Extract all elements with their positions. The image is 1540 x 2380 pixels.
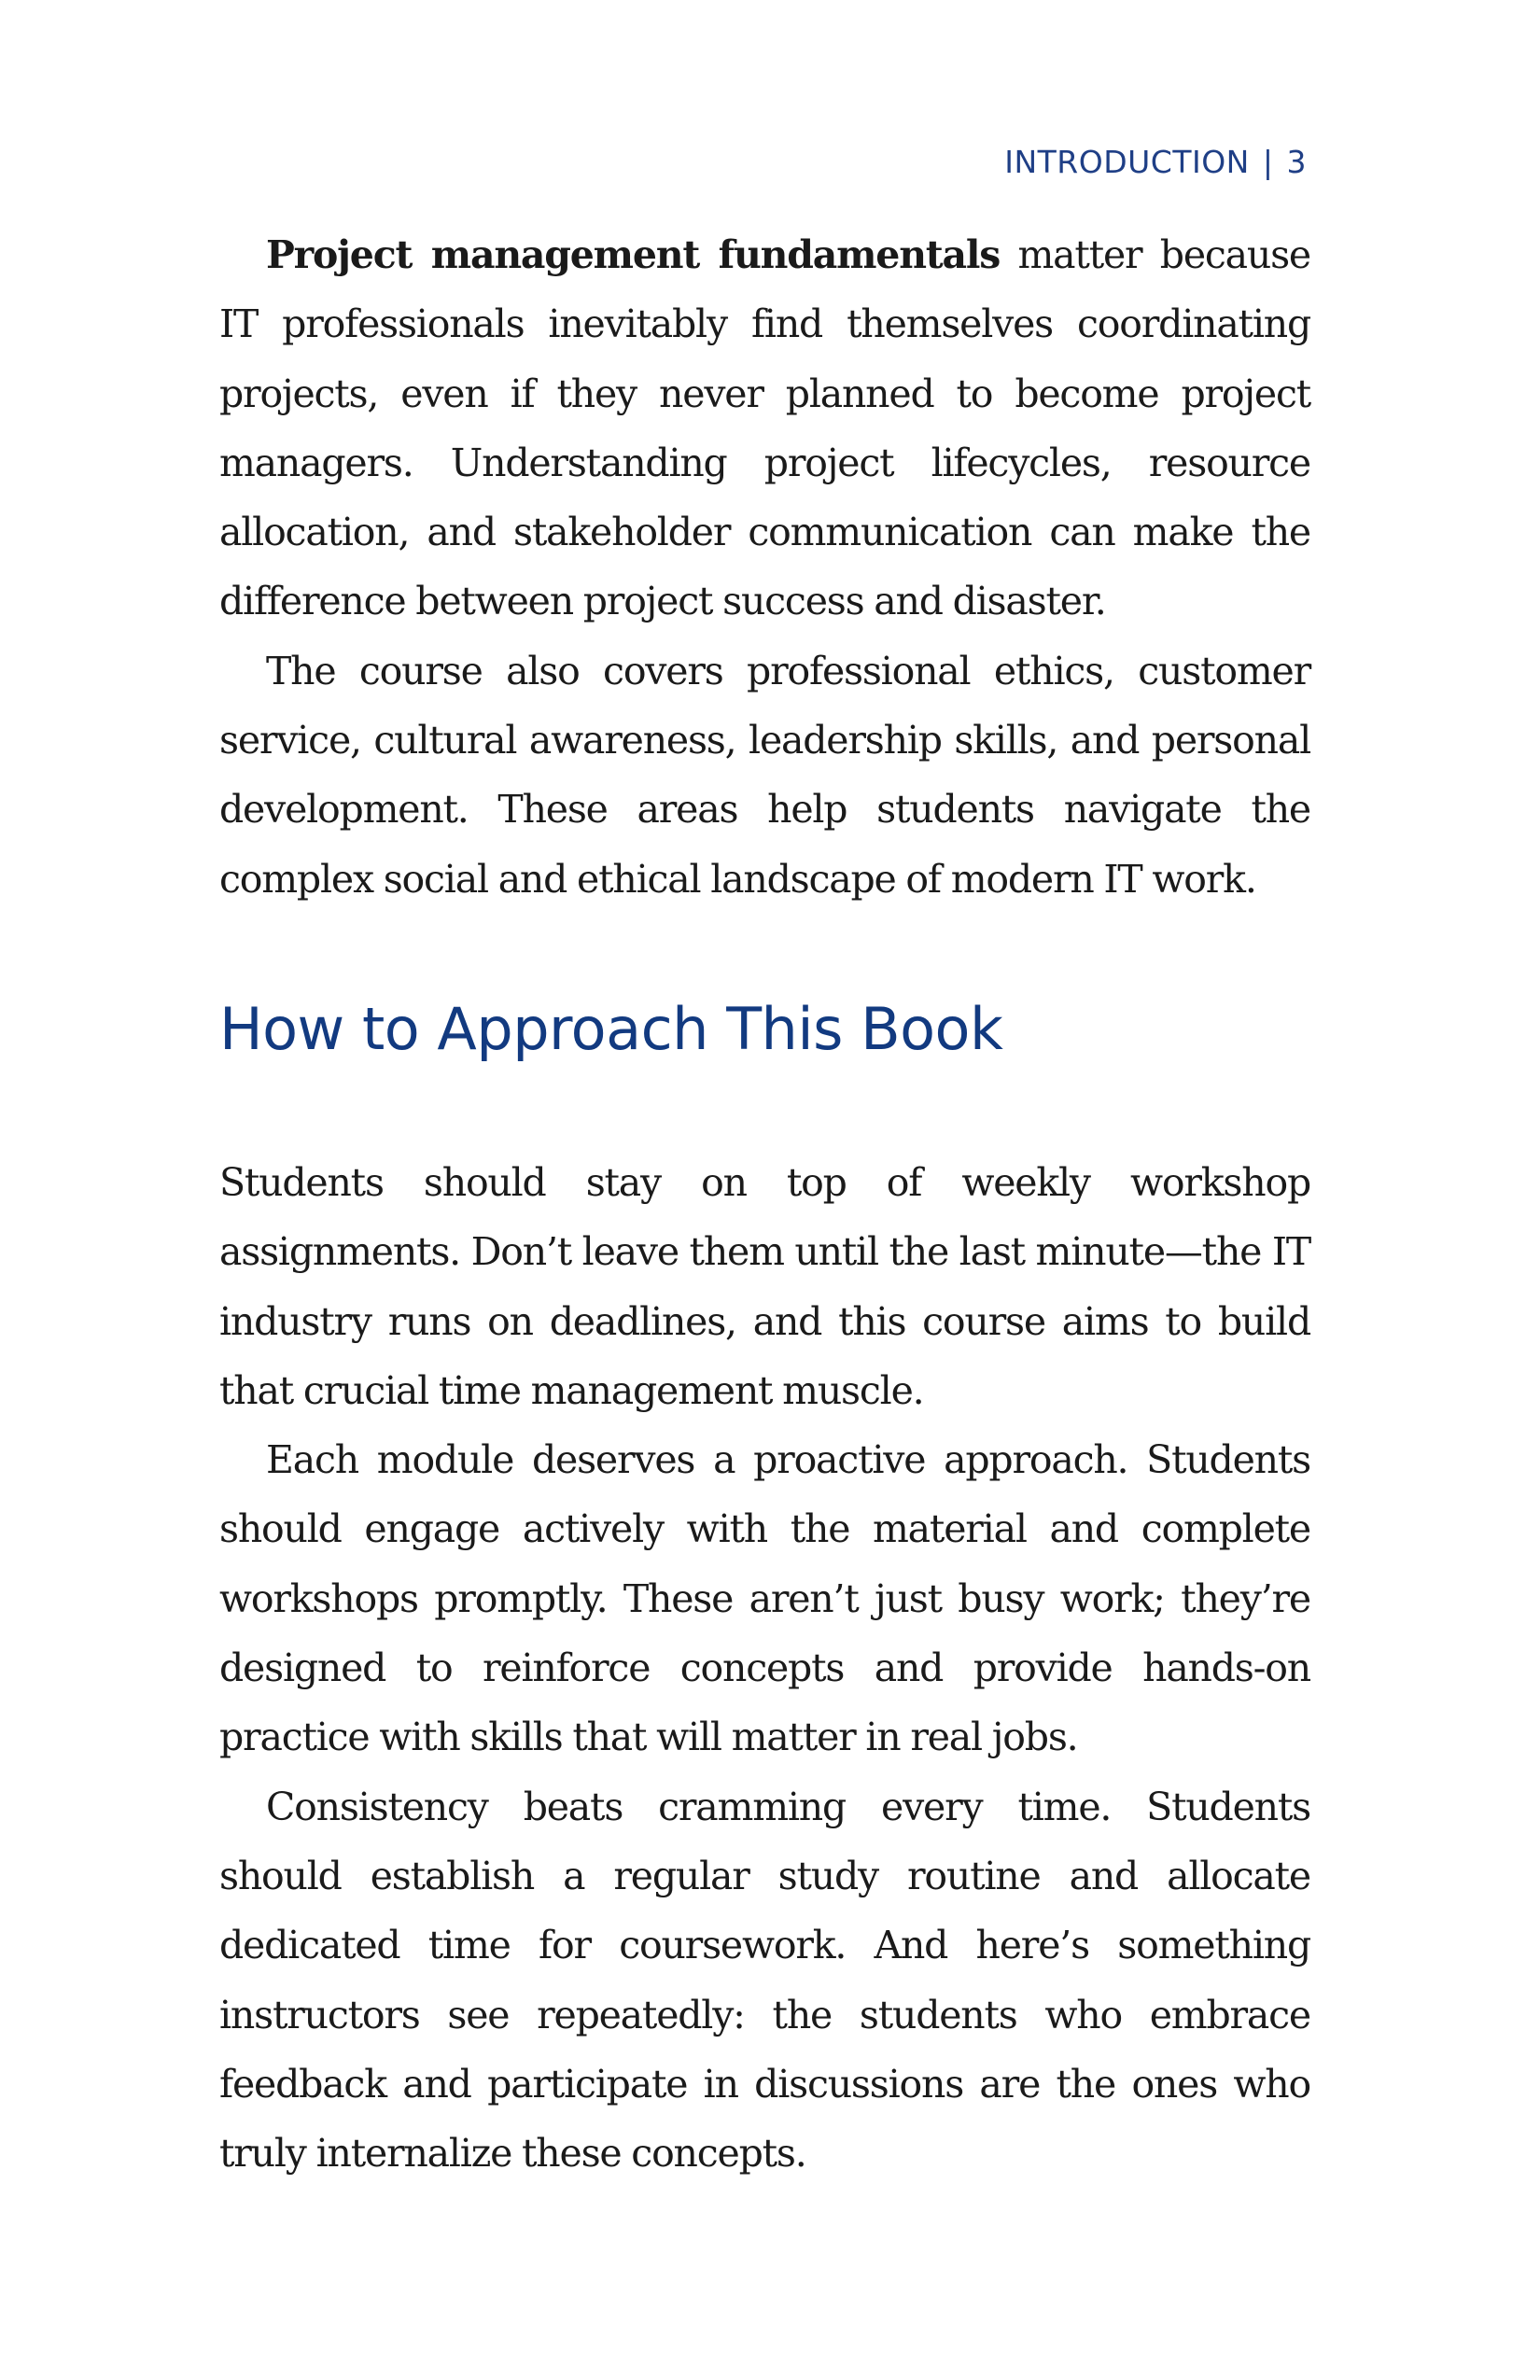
bold-lead-term: Project management fundamentals	[266, 232, 1001, 277]
running-head-section: INTRODUCTION	[1004, 144, 1250, 180]
running-head	[1004, 142, 1307, 183]
paragraph-consistency: Consistency beats cramming every time. Students should establish a regular study routine and allocate dedicated time for coursework. And here’s something instructors see repeatedly: the students who embrace feedback and participate in discussions are the ones who truly internalize these concepts.	[219, 1784, 1310, 2177]
spacer	[219, 1067, 1310, 1148]
paragraph-project-management	[219, 220, 1310, 637]
running-head-separator: |	[1262, 144, 1274, 180]
paragraph-proactive-approach: Each module deserves a proactive approach. Students should engage actively with the material and complete workshops promptly. These aren’t just busy work; they’re designed to reinforce concepts and provide hands-on practice with skills that will matter in real jobs.	[219, 1437, 1310, 1760]
page-body	[219, 220, 1310, 2188]
section-heading: How to Approach This Book	[219, 994, 1003, 1063]
paragraph-course-coverage: The course also covers professional ethics, customer service, cultural awareness, leadership skills, and personal development. These areas help students navigate the complex social and ethical landscape of modern IT work.	[219, 648, 1310, 902]
spacer	[219, 914, 1310, 992]
page-number: 3	[1286, 144, 1307, 180]
paragraph-weekly-assignments: Students should stay on top of weekly workshop assignments. Don’t leave them until the last minute—the IT industry runs on deadlines, and this course aims to build that crucial time management muscle.	[219, 1159, 1310, 1413]
paragraph-text: matter because IT professionals inevitably find themselves coordinating projects, even if they never planned to become project managers. Understanding project lifecycles, resource allocation, and stakeholder communication can make the difference between project success and disaster.	[219, 232, 1310, 624]
